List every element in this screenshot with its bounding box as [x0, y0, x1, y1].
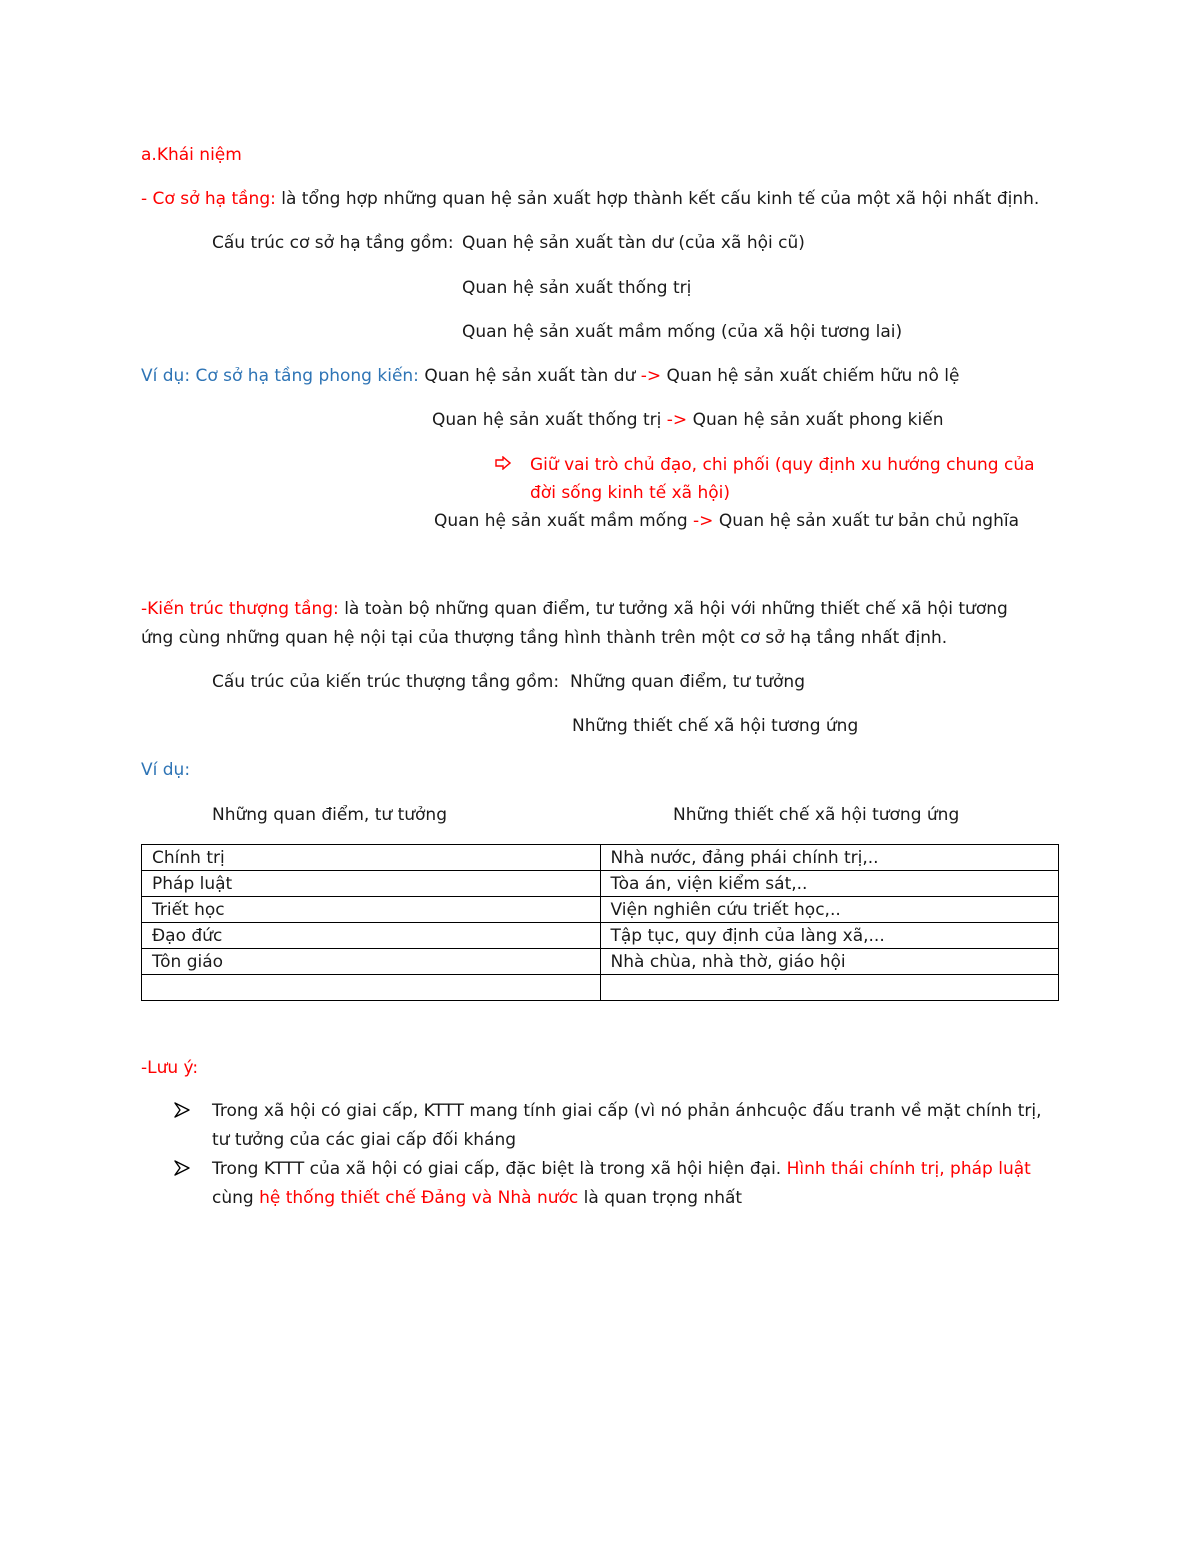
bullet1-line2: tư tưởng của các giai cấp đối kháng — [212, 1130, 517, 1150]
arrow: -> — [666, 410, 688, 430]
example1-note-line2: đời sống kinh tế xã hội) — [530, 483, 731, 503]
arrow: -> — [693, 511, 714, 531]
table-cell: Đạo đức — [142, 923, 601, 949]
example1-label: Ví dụ: Cơ sở hạ tầng phong kiến: — [141, 366, 419, 386]
bullet2-text: cùng — [212, 1188, 260, 1208]
bullet-arrowhead-icon — [174, 1160, 190, 1181]
example1-right: Quan hệ sản xuất chiếm hữu nô lệ — [666, 366, 960, 386]
example1-right: Quan hệ sản xuất tư bản chủ nghĩa — [718, 511, 1020, 531]
table-cell: Triết học — [142, 897, 601, 923]
co-so-ha-tang-structure-label: Cấu trúc cơ sở hạ tầng gồm: — [212, 233, 454, 253]
co-so-ha-tang-definition — [141, 189, 1039, 209]
table-cell: Tôn giáo — [142, 949, 601, 975]
bullet2-text: là quan trọng nhất — [578, 1188, 743, 1208]
structure-item: Quan hệ sản xuất tàn dư (của xã hội cũ) — [462, 233, 805, 253]
bullet2-line1 — [212, 1159, 1031, 1179]
table-cell: Pháp luật — [142, 871, 601, 897]
table-row — [142, 975, 1059, 1001]
hollow-arrow-icon — [495, 455, 511, 475]
bullet1-line1: Trong xã hội có giai cấp, KTTT mang tính giai cấp (vì nó phản ánhcuộc đấu tranh về mặt chính trị, — [212, 1101, 1042, 1121]
example1-right: Quan hệ sản xuất phong kiến — [692, 410, 944, 430]
bullet2-highlight: hệ thống thiết chế Đảng và Nhà nước — [259, 1188, 579, 1208]
table-cell: Tòa án, viện kiểm sát,.. — [600, 871, 1059, 897]
example1-note-line1: Giữ vai trò chủ đạo, chi phối (quy định xu hướng chung của — [530, 455, 1035, 475]
kien-truc-label: -Kiến trúc thượng tầng: — [141, 599, 339, 619]
table-row — [142, 923, 1059, 949]
co-so-ha-tang-label: - Cơ sở hạ tầng: — [141, 189, 276, 209]
bullet2-text: Trong KTTT của xã hội có giai cấp, đặc biệt là trong xã hội hiện đại. — [212, 1159, 787, 1179]
kien-truc-definition-line1 — [141, 599, 1008, 619]
table-cell: Nhà nước, đảng phái chính trị,.. — [600, 845, 1059, 871]
example1-row-2 — [432, 410, 943, 430]
bullet-arrowhead-icon — [174, 1102, 190, 1123]
bullet2-highlight: Hình thái chính trị, pháp luật — [786, 1159, 1031, 1179]
example1-row-1 — [141, 366, 959, 386]
example2-label: Ví dụ: — [141, 760, 191, 780]
table-row — [142, 845, 1059, 871]
table-cell — [142, 975, 601, 1001]
example1-left: Quan hệ sản xuất tàn dư — [424, 366, 636, 386]
table-row — [142, 897, 1059, 923]
table-col1-header: Những quan điểm, tư tưởng — [212, 805, 447, 825]
table-cell: Chính trị — [142, 845, 601, 871]
structure-item: Quan hệ sản xuất thống trị — [462, 278, 692, 298]
section-heading: a.Khái niệm — [141, 145, 242, 165]
luu-y-label: -Lưu ý: — [141, 1058, 199, 1078]
bullet2-line2 — [212, 1188, 742, 1208]
table-cell: Nhà chùa, nhà thờ, giáo hội — [600, 949, 1059, 975]
example1-left: Quan hệ sản xuất thống trị — [432, 410, 662, 430]
example1-row-3 — [434, 511, 1019, 531]
kien-truc-structure-label: Cấu trúc của kiến trúc thượng tầng gồm: — [212, 672, 560, 692]
example1-left: Quan hệ sản xuất mầm mống — [434, 511, 688, 531]
structure-item: Quan hệ sản xuất mầm mống (của xã hội tương lai) — [462, 322, 903, 342]
arrow: -> — [640, 366, 662, 386]
table-cell: Tập tục, quy định của làng xã,... — [600, 923, 1059, 949]
kien-truc-text: là toàn bộ những quan điểm, tư tưởng xã hội với những thiết chế xã hội tương — [338, 599, 1008, 619]
kien-truc-definition-line2: ứng cùng những quan hệ nội tại của thượng tầng hình thành trên một cơ sở hạ tầng nhất định. — [141, 628, 948, 648]
table-col2-header: Những thiết chế xã hội tương ứng — [673, 805, 960, 825]
structure-item: Những thiết chế xã hội tương ứng — [572, 716, 859, 736]
table-cell: Viện nghiên cứu triết học,.. — [600, 897, 1059, 923]
structure-item: Những quan điểm, tư tưởng — [570, 672, 805, 692]
table-row — [142, 871, 1059, 897]
table-cell — [600, 975, 1059, 1001]
table-row — [142, 949, 1059, 975]
co-so-ha-tang-text: là tổng hợp những quan hệ sản xuất hợp thành kết cấu kinh tế của một xã hội nhất định. — [275, 189, 1040, 209]
example-table — [141, 844, 1059, 1001]
